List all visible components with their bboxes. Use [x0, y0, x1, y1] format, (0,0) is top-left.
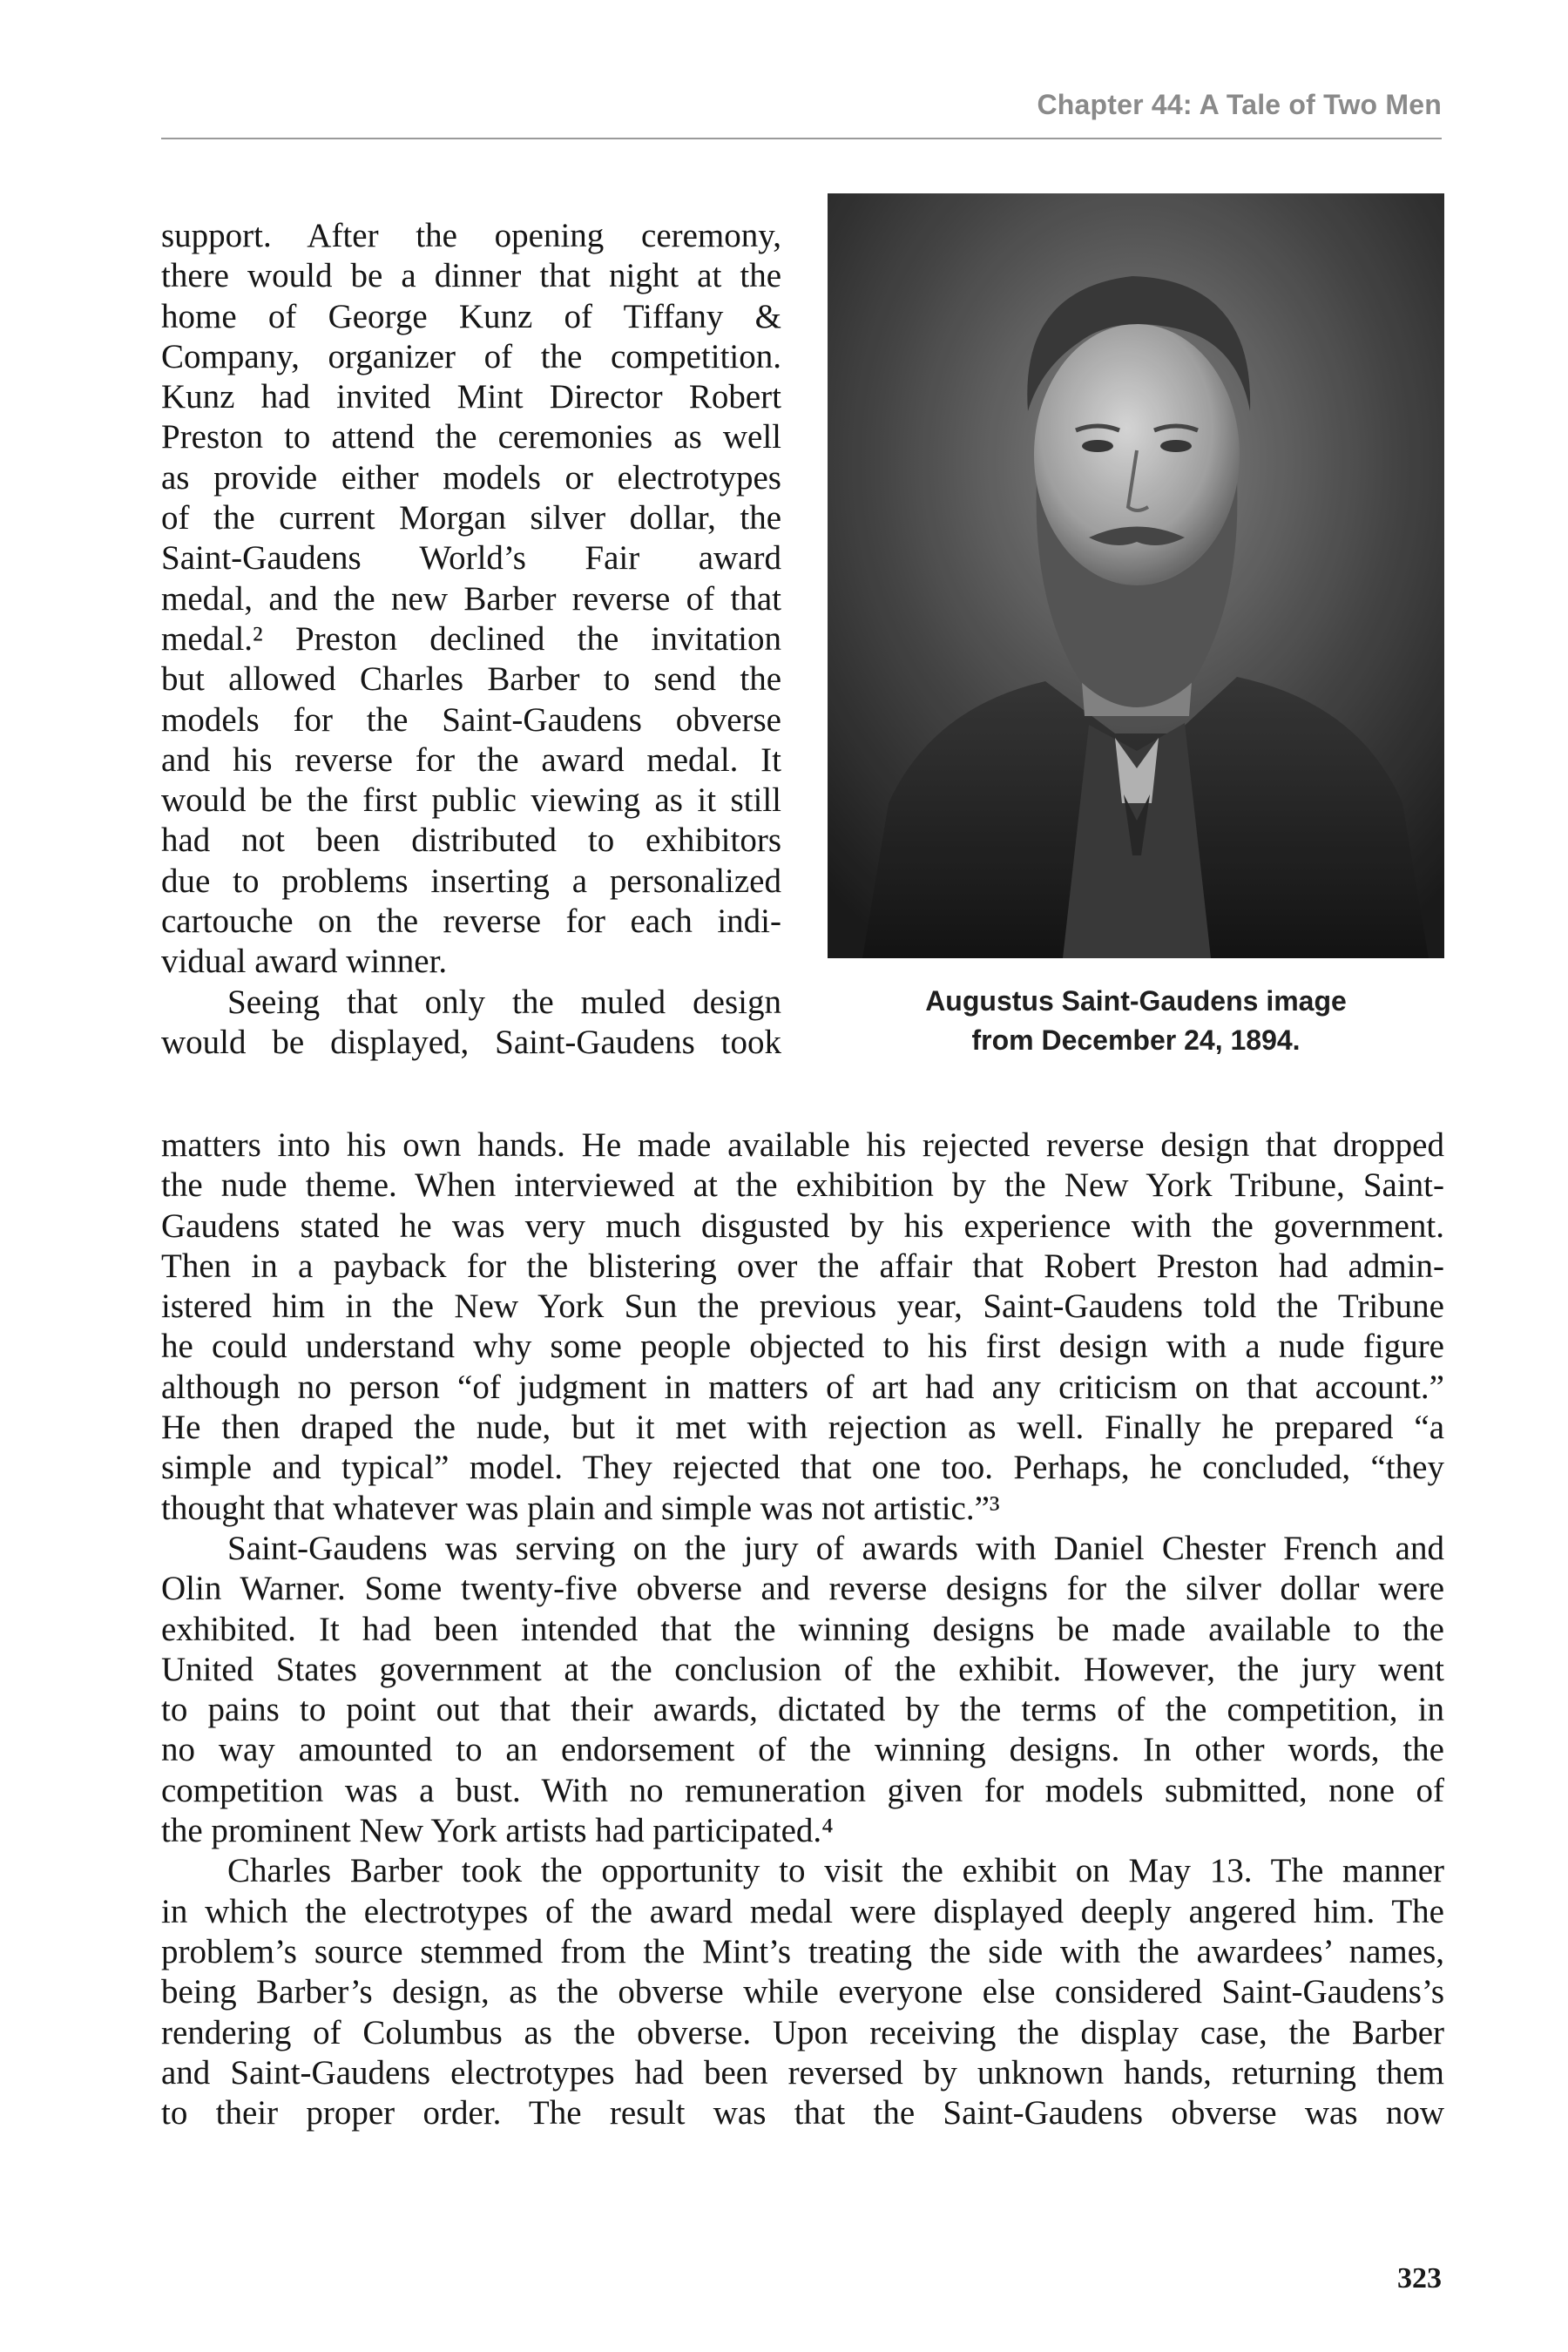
portrait-photo [828, 193, 1444, 958]
text-line: Preston to attend the ceremonies as well [161, 418, 781, 456]
text-line: the prominent New York artists had participated.⁴ [161, 1812, 834, 1850]
running-head-title: Chapter 44: A Tale of Two Men [1037, 89, 1442, 120]
text-line: would be displayed, Saint-Gaudens took [161, 1023, 781, 1061]
text-line: due to problems inserting a personalized [161, 862, 781, 900]
text-line: to their proper order. The result was that the Saint-Gaudens obverse was now [161, 2094, 1444, 2132]
text-line: Kunz had invited Mint Director Robert [161, 378, 781, 416]
text-line: of the current Morgan silver dollar, the [161, 499, 781, 537]
text-line: to pains to point out that their awards, dictated by the terms of the competition, in [161, 1691, 1444, 1729]
text-line: Seeing that only the muled design [227, 983, 781, 1021]
text-line: in which the electrotypes of the award medal were displayed deeply angered him. The [161, 1892, 1444, 1930]
caption-line: from December 24, 1894. [971, 1024, 1301, 1056]
text-line: being Barber’s design, as the obverse while everyone else considered Saint-Gaudens’s [161, 1973, 1444, 2011]
text-line: had not been distributed to exhibitors [161, 821, 781, 860]
text-line: competition was a bust. With no remuneration given for models submitted, none of [161, 1771, 1444, 1809]
full-text-column [161, 1125, 1444, 2133]
text-line: medal.² Preston declined the invitation [161, 619, 781, 658]
text-line: models for the Saint-Gaudens obverse [161, 700, 781, 739]
text-line: Charles Barber took the opportunity to visit the exhibit on May 13. The manner [227, 1852, 1444, 1890]
text-line: although no person “of judgment in matters of art had any criticism on that account.” [161, 1368, 1444, 1406]
text-line: cartouche on the reverse for each indi- [161, 902, 781, 941]
text-line: matters into his own hands. He made available his rejected reverse design that dropped [161, 1126, 1444, 1164]
text-line: support. After the opening ceremony, [161, 217, 781, 254]
text-line: exhibited. It had been intended that the winning designs be made available to the [161, 1610, 1444, 1648]
running-head [161, 89, 1442, 139]
text-line: rendering of Columbus as the obverse. Upon receiving the display case, the Barber [161, 2013, 1444, 2051]
text-line: but allowed Charles Barber to send the [161, 660, 781, 699]
text-line: Company, organizer of the competition. [161, 337, 781, 375]
text-line: there would be a dinner that night at the [161, 257, 781, 295]
text-line: Olin Warner. Some twenty-five obverse and reverse designs for the silver dollar were [161, 1570, 1444, 1608]
text-line: would be the first public viewing as it still [161, 781, 781, 820]
narrow-text-column [161, 216, 781, 1063]
figure-caption [828, 982, 1444, 1060]
text-line: thought that whatever was plain and simple was not artistic.”³ [161, 1489, 1000, 1527]
text-line: problem’s source stemmed from the Mint’s treating the side with the awardees’ names, [161, 1932, 1444, 1970]
text-line: simple and typical” model. They rejected that one too. Perhaps, he concluded, “they [161, 1449, 1444, 1487]
text-line: he could understand why some people objected to his first design with a nude figure [161, 1328, 1444, 1366]
text-line: United States government at the conclusion of the exhibit. However, the jury went [161, 1650, 1444, 1688]
page-number: 323 [1397, 2262, 1442, 2295]
text-line: and his reverse for the award medal. It [161, 740, 781, 779]
text-line: home of George Kunz of Tiffany & [161, 297, 781, 335]
text-line: medal, and the new Barber reverse of that [161, 579, 781, 618]
text-line: Saint-Gaudens was serving on the jury of awards with Daniel Chester French and [227, 1529, 1444, 1567]
text-line: Gaudens stated he was very much disgusted by his experience with the government. [161, 1206, 1444, 1245]
text-line: Saint-Gaudens World’s Fair award [161, 539, 781, 578]
text-line: and Saint-Gaudens electrotypes had been reversed by unknown hands, returning them [161, 2053, 1444, 2092]
text-line: He then draped the nude, but it met with rejection as well. Finally he prepared “a [161, 1409, 1444, 1447]
caption-line: Augustus Saint-Gaudens image [925, 985, 1347, 1017]
text-line: the nude theme. When interviewed at the exhibition by the New York Tribune, Saint- [161, 1166, 1444, 1205]
text-line: no way amounted to an endorsement of the winning designs. In other words, the [161, 1731, 1444, 1769]
text-line: istered him in the New York Sun the previous year, Saint-Gaudens told the Tribune [161, 1288, 1444, 1326]
text-line: vidual award winner. [161, 943, 448, 981]
text-line: Then in a payback for the blistering over the affair that Robert Preston had admin- [161, 1247, 1444, 1285]
portrait-photo-drawing [828, 193, 1444, 958]
text-line: as provide either models or electrotypes [161, 458, 781, 497]
